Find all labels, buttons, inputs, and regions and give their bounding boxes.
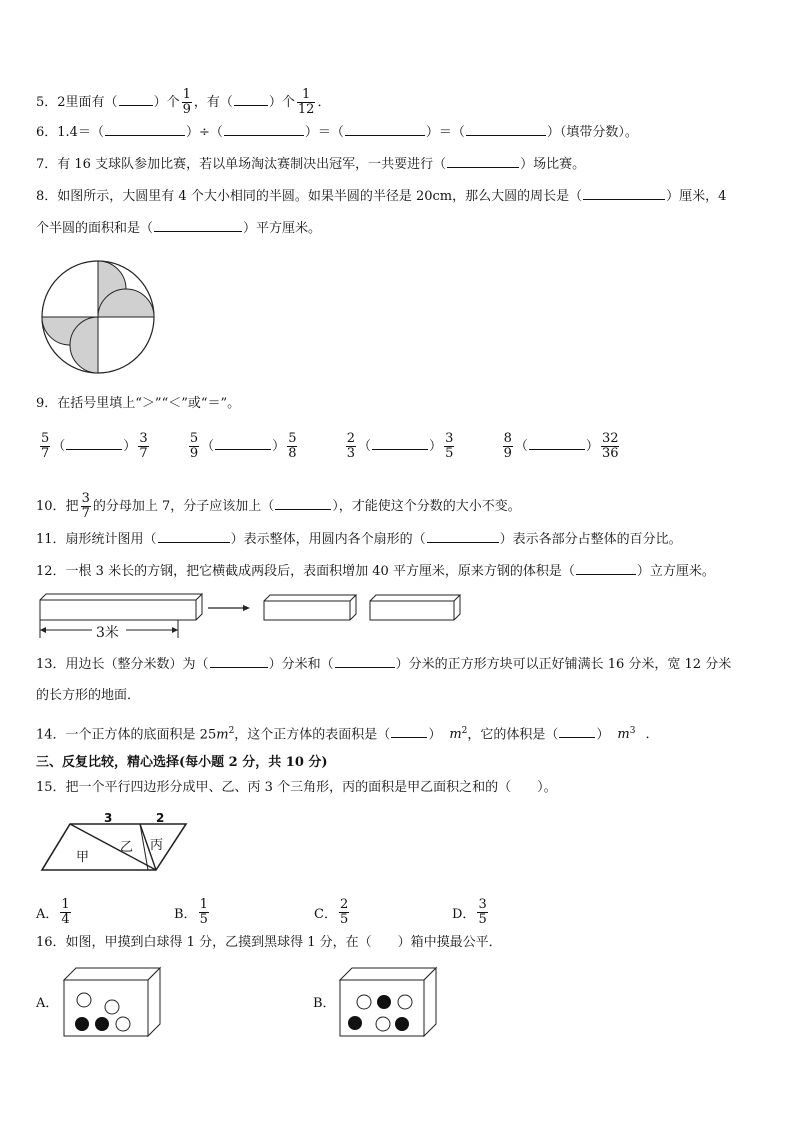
answer-blank[interactable] [391, 725, 427, 738]
answer-blank[interactable] [158, 530, 230, 543]
question-12: 12．一根 3 米长的方钢，把它横截成两段后，表面积增加 40 平方厘米，原来方钢的体积是（ ）立方厘米。 [36, 564, 715, 579]
answer-blank[interactable] [372, 437, 428, 450]
fraction: $\frac{32}{36}$ [601, 431, 619, 461]
answer-blank[interactable] [466, 123, 546, 136]
triangle-a-label: 甲 [76, 850, 90, 865]
question-14: 14．一个正方体的底面积是 $25m^2$，这个正方体的表面积是（ ） $m^2$，它的体积是（ ） $m^3$ ． [36, 726, 659, 743]
fraction: $\frac{1}{12}$ [297, 87, 315, 117]
answer-blank[interactable] [529, 437, 585, 450]
question-6: 6．1.4＝（ ）÷（ ）＝（ ）＝（ ）（填带分数）。 [36, 125, 638, 140]
top-length-3: 3 [104, 811, 113, 825]
question-16: 16．如图，甲摸到白球得 1 分，乙摸到黑球得 1 分，在（ ）箱中摸最公平． [36, 935, 502, 950]
fraction: $\frac{5}{8}$ [288, 431, 297, 461]
question-7: 7．有 16 支球队参加比赛，若以单场淘汰赛制决出冠军，一共要进行（ ）场比赛。 [36, 157, 586, 172]
answer-blank[interactable] [210, 655, 268, 668]
answer-blank[interactable] [105, 123, 185, 136]
answer-blank[interactable] [215, 437, 271, 450]
option-c[interactable]: C． $\frac{2}{5}$ [314, 897, 349, 927]
question-15: 15．把一个平行四边形分成甲、乙、丙 3 个三角形，丙的面积是甲乙面积之和的（ ）。 [36, 780, 557, 795]
parallelogram-figure [40, 810, 190, 874]
answer-blank[interactable] [275, 497, 331, 510]
fraction: $\frac{5}{7}$ [41, 431, 50, 461]
answer-blank[interactable] [427, 530, 499, 543]
box-a [62, 966, 162, 1038]
question-8: 8．如图所示，大圆里有 4 个大小相同的半圆。如果半圆的半径是 20cm，那么大圆的周长是（ ）厘米，4 [36, 189, 727, 204]
question-11: 11．扇形统计图用（ ）表示整体，用圆内各个扇形的（ ）表示各部分占整体的百分比。 [36, 532, 682, 547]
answer-blank[interactable] [335, 655, 395, 668]
section-title: 三、反复比较，精心选择(每小题 2 分，共 10 分) [36, 755, 328, 770]
answer-blank[interactable] [154, 219, 242, 232]
fraction: $\frac{1}{9}$ [182, 87, 191, 117]
option-a-label[interactable]: A． [36, 996, 59, 1011]
answer-blank[interactable] [224, 123, 304, 136]
answer-blank[interactable] [559, 725, 595, 738]
triangle-c-label: 丙 [150, 838, 164, 853]
box-b [338, 966, 438, 1038]
answer-blank[interactable] [345, 123, 425, 136]
option-b[interactable]: B． $\frac{1}{5}$ [174, 897, 208, 927]
triangle-b-label: 乙 [120, 840, 134, 855]
fraction: $\frac{3}{7}$ [81, 491, 90, 521]
fraction: $\frac{8}{9}$ [503, 431, 512, 461]
answer-blank[interactable] [66, 437, 122, 450]
fraction: $\frac{3}{7}$ [139, 431, 148, 461]
answer-blank[interactable] [447, 155, 519, 168]
option-a[interactable]: A． $\frac{1}{4}$ [36, 897, 70, 927]
answer-blank[interactable] [119, 93, 153, 106]
fraction: $\frac{5}{9}$ [189, 431, 199, 461]
answer-blank[interactable] [583, 187, 665, 200]
question-8-line2: 个半圆的面积和是（ ）平方厘米。 [36, 221, 322, 236]
length-label: 3米 [96, 625, 119, 641]
answer-blank[interactable] [576, 562, 636, 575]
question-9: 9．在括号里填上“＞”“＜”或“＝”。 [36, 396, 241, 411]
question-13: 13．用边长（整分米数）为（ ）分米和（ ）分米的正方形方块可以正好铺满长 16 分米，宽 12 分米 [36, 657, 732, 672]
fraction: $\frac{3}{5}$ [445, 431, 454, 461]
top-length-2: 2 [156, 811, 165, 825]
fraction: $\frac{2}{3}$ [346, 431, 356, 461]
question-13-line2: 的长方形的地面． [36, 688, 141, 703]
question-10: 10．把 $\frac{3}{7}$ 的分母加上 7，分子应该加上（ ），才能使这个分数的大小不变。 [36, 491, 521, 521]
circle-semicircles-figure [38, 257, 158, 377]
compare-row: $\frac{5}{7}$ （ ） $\frac{3}{7}$ $\frac{5}{9}$ （ ） $\frac{5}{8}$ $\frac{2}{3}$ （ ） $\frac{3}{5}$ $\frac{8}{9}$ （ ） $\frac{32}{36}$ [41, 431, 619, 461]
question-5: 5．2里面有（ ）个 $\frac{1}{9}$ ，有（ ）个 $\frac{1}{12}$ ． [36, 87, 331, 117]
answer-blank[interactable] [234, 93, 268, 106]
option-b-label[interactable]: B． [313, 996, 336, 1011]
option-d[interactable]: D． $\frac{3}{5}$ [452, 897, 487, 927]
